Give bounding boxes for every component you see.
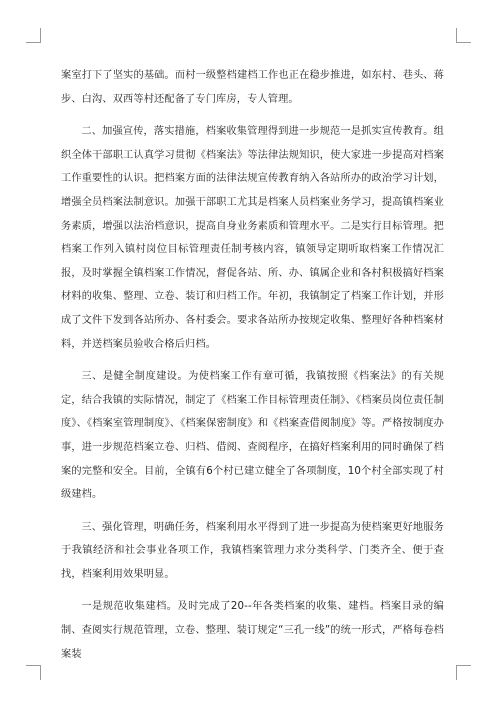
crop-mark-bottom-left [26, 665, 41, 680]
crop-mark-top-left [26, 28, 41, 43]
paragraph-standard-filing: 一是规范收集建档。及时完成了20--年各类档案的收集、建档。档案目录的编制、查阅实行规范管理，立卷、整理、装订规定“三孔一线”的统一形式，严格每卷档案装 [61, 601, 445, 660]
crop-mark-bottom-right [456, 665, 471, 680]
crop-mark-top-right [456, 28, 471, 43]
paragraph-strengthen-management: 三、强化管理，明确任务，档案利用水平得到了进一步提高为使档案更好地服务于我镇经济和社会事业各项工作，我镇档案管理力求分类科学、门类齐全、便于查找，档案利用效果明显。 [61, 521, 444, 580]
paragraph-continuation: 案室打下了坚实的基础。而村一级整档建档工作也正在稳步推进，如东村、巷头、蒋步、白沟、双西等村还配备了专门库房，专人管理。 [61, 70, 444, 105]
paragraph-publicity-measures: 二、加强宣传，落实措施，档案收集管理得到进一步规范一是抓实宣传教育。组织全体干部职工认真学习贯彻《档案法》等法律法规知识，使大家进一步提高对档案工作重要性的认识。把档案方面的法律法规宣传教育纳入各站所办的政治学习计划，增强全员档案法制意识。加强干部职工尤其是档案人员档案业务学习，提高镇档案业务素质，增强以法治档意识，提高自身业务素质和管理水平。二是实行目标管理。把档案工作列入镇村岗位目标管理责任制考核内容，镇领导定期听取档案工作情况汇报，及时掌握全镇档案工作情况，督促各站、所、办、镇属企业和各村积极搞好档案材料的收集、整理、立卷、装订和归档工作。年初，我镇制定了档案工作计划，并形成了文件下发到各站所办、各村委会。要求各站所办按规定收集、整理好各种档案材料，并送档案员验收合格后归档。 [61, 126, 444, 350]
document-body [61, 64, 444, 666]
paragraph-system-building: 三、是健全制度建设。为使档案工作有章可循，我镇按照《档案法》的有关规定，结合我镇的实际情况，制定了《档案工作目标管理责任制》、《档案员岗位责任制度》、《档案室管理制度》、《档案保密制度》和《档案查借阅制度》等。严格按制度办事，进一步规范档案立卷、归档、借阅、查阅程序，在搞好档案利用的同时确保了档案的完整和安全。目前，全镇有6个村已建立健全了各项制度，10个村全部实现了村级建档。 [61, 371, 444, 501]
